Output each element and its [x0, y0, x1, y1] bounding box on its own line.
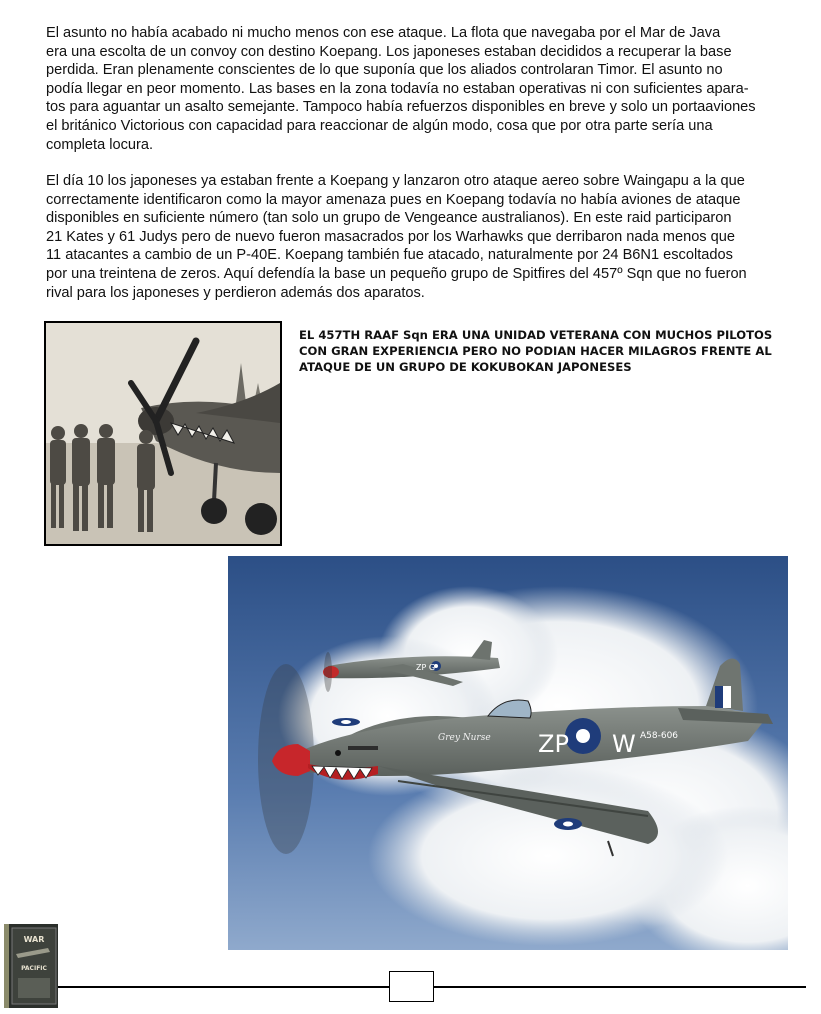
paragraph-1: El asunto no había acabado ni mucho menos con ese ataque. La flota que navegaba por el Mar de Java era una escolta de un convoy con destino Koepang. Los japoneses estaban decididos a recuperar la base perdida. Eran plenamente conscientes de lo que suponía que los aliados controlaran Timor. El asunto no podía llegar en peor momento. Las bases en la zona todavía no estaban operativas ni con suficientes apara- tos para aguantar un asalto semejante. Tampoco había refuerzos disponibles en breve y solo un portaaviones el británico Victorious con capacidad para reaccionar de algún modo, cosa que por otra parte sería una completa locura. — [46, 25, 756, 153]
lead-nickname: Grey Nurse — [438, 733, 491, 743]
lead-serial: A58-606 — [640, 731, 679, 741]
page-number-box — [389, 971, 434, 1002]
game-box-title-line2: PACIFIC — [21, 965, 47, 972]
game-box-title-line1: WAR — [23, 935, 45, 944]
photo-caption: EL 457TH RAAF Sqn ERA UNA UNIDAD VETERANA CON MUCHOS PILOTOS CON GRAN EXPERIENCIA PERO NO PODIAN HACER MILAGROS FRENTE AL ATAQUE DE UN GRUPO DE KOKUBOKAN JAPONESES — [299, 328, 773, 374]
lead-code-right: W — [612, 730, 636, 758]
lead-code-left: ZP — [538, 730, 569, 758]
spitfire-render-image — [228, 556, 788, 950]
pilots-photo-image — [46, 323, 280, 544]
wingman-code: ZP G — [416, 663, 436, 672]
footer-rule-right — [434, 986, 806, 988]
game-box-image — [4, 924, 58, 1008]
footer-rule-left — [58, 986, 390, 988]
pilots-photo — [44, 321, 282, 546]
spitfire-render — [228, 556, 788, 950]
game-box-thumbnail — [4, 924, 58, 1008]
paragraph-2: El día 10 los japoneses ya estaban frente a Koepang y lanzaron otro ataque aereo sobre Waingapu a la que correctamente identificaron como la mayor amenaza pues en Koepang todavía no había aviones de ataque disponibles en suficiente número (tan solo un grupo de Vengeance australianos). En este raid participaron 21 Kates y 61 Judys pero de nuevo fueron masacrados por los Warhawks que derribaron nada menos que 11 atacantes a cambio de un P-40E. Koepang también fue atacado, naturalmente por 24 B6N1 escoltados por una treintena de zeros. Aquí defendía la base un pequeño grupo de Spitfires del 457º Sqn que no fueron rival para los japoneses y perdieron además dos aparatos. — [46, 173, 747, 301]
